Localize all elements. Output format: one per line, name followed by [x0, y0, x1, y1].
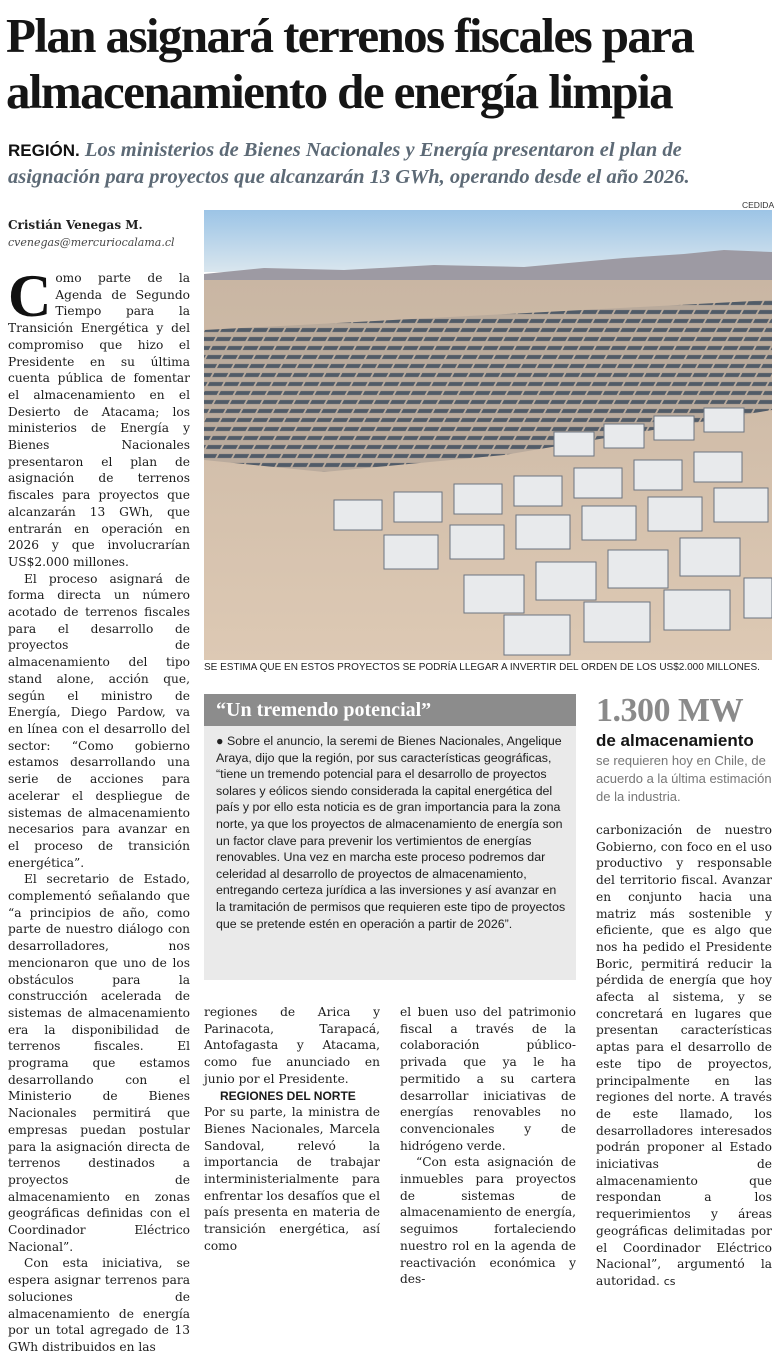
col1-paragraph-3: El secretario de Estado, complementó señalando que “a principios de año, como parte de nuestro diálogo con desarrolladores, nos mencionaron que uno de los obstáculos para la construcción acelerada de sistemas de almacenamiento era la disponibilidad de terrenos fiscales. El programa que estamos desarrollando con el Ministerio de Bienes Nacionales permitirá que empresas puedan postular para la asignación directa de terrenos destinados a proyectos de almacenamiento en zonas geográficas definidas con el Coordinador Eléctrico Nacional”. [8, 872, 190, 1254]
byline-author: Cristián Venegas M. [8, 218, 143, 232]
drop-cap: C [8, 263, 52, 329]
col3-paragraph-2: “Con esta asignación de inmuebles para proyectos de sistemas de almacenamiento de energía, seguimos fortaleciendo nuestro rol en la agenda de reactivación económica y des- [400, 1155, 576, 1287]
col1-paragraph-2: El proceso asignará de forma directa un número acotado de terrenos fiscales para el desarrollo de proyectos de almacenamiento del tipo stand alone, acción que, según el ministro de Energía, Diego Pardow, va en línea con el desarrollo del sector: “Como gobierno estamos desarrollando una serie de acciones para acelerar el despliegue de sistemas de almacenamiento necesarios para avanzar en el proceso de transición energética”. [8, 571, 190, 870]
headline: Plan asignará terrenos fiscales para almacenamiento de energía limpia [6, 8, 694, 119]
column-2 [204, 1004, 380, 1255]
col4-paragraph-1: carbonización de nuestro Gobierno, con foco en el uso productivo y responsable del territorio fiscal. Avanzar en conjunto hacia una matriz más sostenible y eficiente, que es algo que nos ha pedido el Presidente Boric, permitirá reducir la pérdida de energía que hoy afecta al sistema, y se concretará en lugares que presentan características aptas para el desarrollo de este tipo de proyectos, principalmente en las regiones del norte. A través de este llamado, los desarrolladores interesados podrán proponer al Estado iniciativas de almacenamiento que respondan a los requerimientos y áreas geográficas delimitadas por el Coordinador Eléctrico Nacional”, argumentó la autoridad. cs [596, 823, 772, 1288]
bullet-icon: ● [216, 734, 224, 748]
lead-text: Los ministerios de Bienes Nacionales y Energía presentaron el plan de asignación para proyectos que alcanzarán 13 GWh, operando desde el año 2026. [8, 139, 690, 188]
stat-note: se requieren hoy en Chile, de acuerdo a la última estimación de la industria. [596, 753, 772, 804]
stat-label: de almacenamiento [596, 731, 754, 750]
photo-credit: CEDIDA [742, 200, 775, 210]
quote-box-title: “Un tremendo potencial” [204, 694, 576, 726]
photo-caption: SE ESTIMA QUE EN ESTOS PROYECTOS SE PODRÍA LLEGAR A INVERTIR DEL ORDEN DE LOS US$2.000 MILLONES. [204, 662, 760, 673]
col1-paragraph-4: Con esta iniciativa, se espera asignar terrenos para soluciones de almacenamiento de energía por un total agregado de 13 GWh distribuidos en las [8, 1256, 190, 1354]
col3-paragraph-1: el buen uso del patrimonio fiscal a través de la colaboración público-privada que ya le ha permitido a su cartera desarrollar iniciativas de energías renovables no convencionales y de hidrógeno verde. [400, 1005, 576, 1153]
stat-number: 1.300 MW [596, 692, 744, 729]
lead-paragraph [8, 137, 773, 190]
lead-tag: REGIÓN. [8, 141, 80, 160]
column-4 [596, 822, 772, 1291]
end-mark-icon: cs [663, 1274, 676, 1288]
col1-paragraph-1: Como parte de la Agenda de Segundo Tiempo para la Transición Energética y del compromiso que hizo el Presidente en su última cuenta pública de fomentar el almacenamiento en el Desierto de Atacama; los ministerios de Energía y Bienes Nacionales presentaron el plan de asignación de terrenos fiscales para proyectos que alcanzarán 13 GWh, que entrarán en operación en 2026 y que involucrarían US$2.000 millones. [8, 263, 190, 569]
col2-paragraph-2: Por su parte, la ministra de Bienes Nacionales, Marcela Sandoval, relevó la importancia de trabajar interministerialmente para enfrentar los desafíos que el país presenta en materia de transición energética, así como [204, 1105, 380, 1253]
quote-box [204, 694, 576, 980]
quote-box-body: ● Sobre el anuncio, la seremi de Bienes Nacionales, Angelique Araya, dijo que la región, por sus características geográficas, “tiene un tremendo potencial para el desarrollo de proyectos solares y eólicos siendo considerada la capital energética del país y por ello esta noticia es de gran importancia para la zona norte, ya que los proyectos de almacenamiento de energía son un factor clave para prevenir los vertimientos de energías renovables. Una vez en marcha este proceso podremos dar celeridad al desarrollo de proyectos de almacenamiento, entregando certeza jurídica a las inversiones y así avanzar en la tramitación de permisos que requieren este tipo de proyectos que se pretende estén en operación a partir de 2026”. [216, 734, 566, 931]
column-3 [400, 1004, 576, 1288]
byline-email: cvenegas@mercuriocalama.cl [8, 236, 175, 249]
column-1 [8, 263, 190, 1356]
battery-farm-photo [204, 210, 772, 660]
col2-paragraph-1: regiones de Arica y Parinacota, Tarapacá, Antofagasta y Atacama, como fue anunciado en junio por el Presidente. [204, 1005, 380, 1086]
col2-subhead: REGIONES DEL NORTE [220, 1088, 356, 1103]
